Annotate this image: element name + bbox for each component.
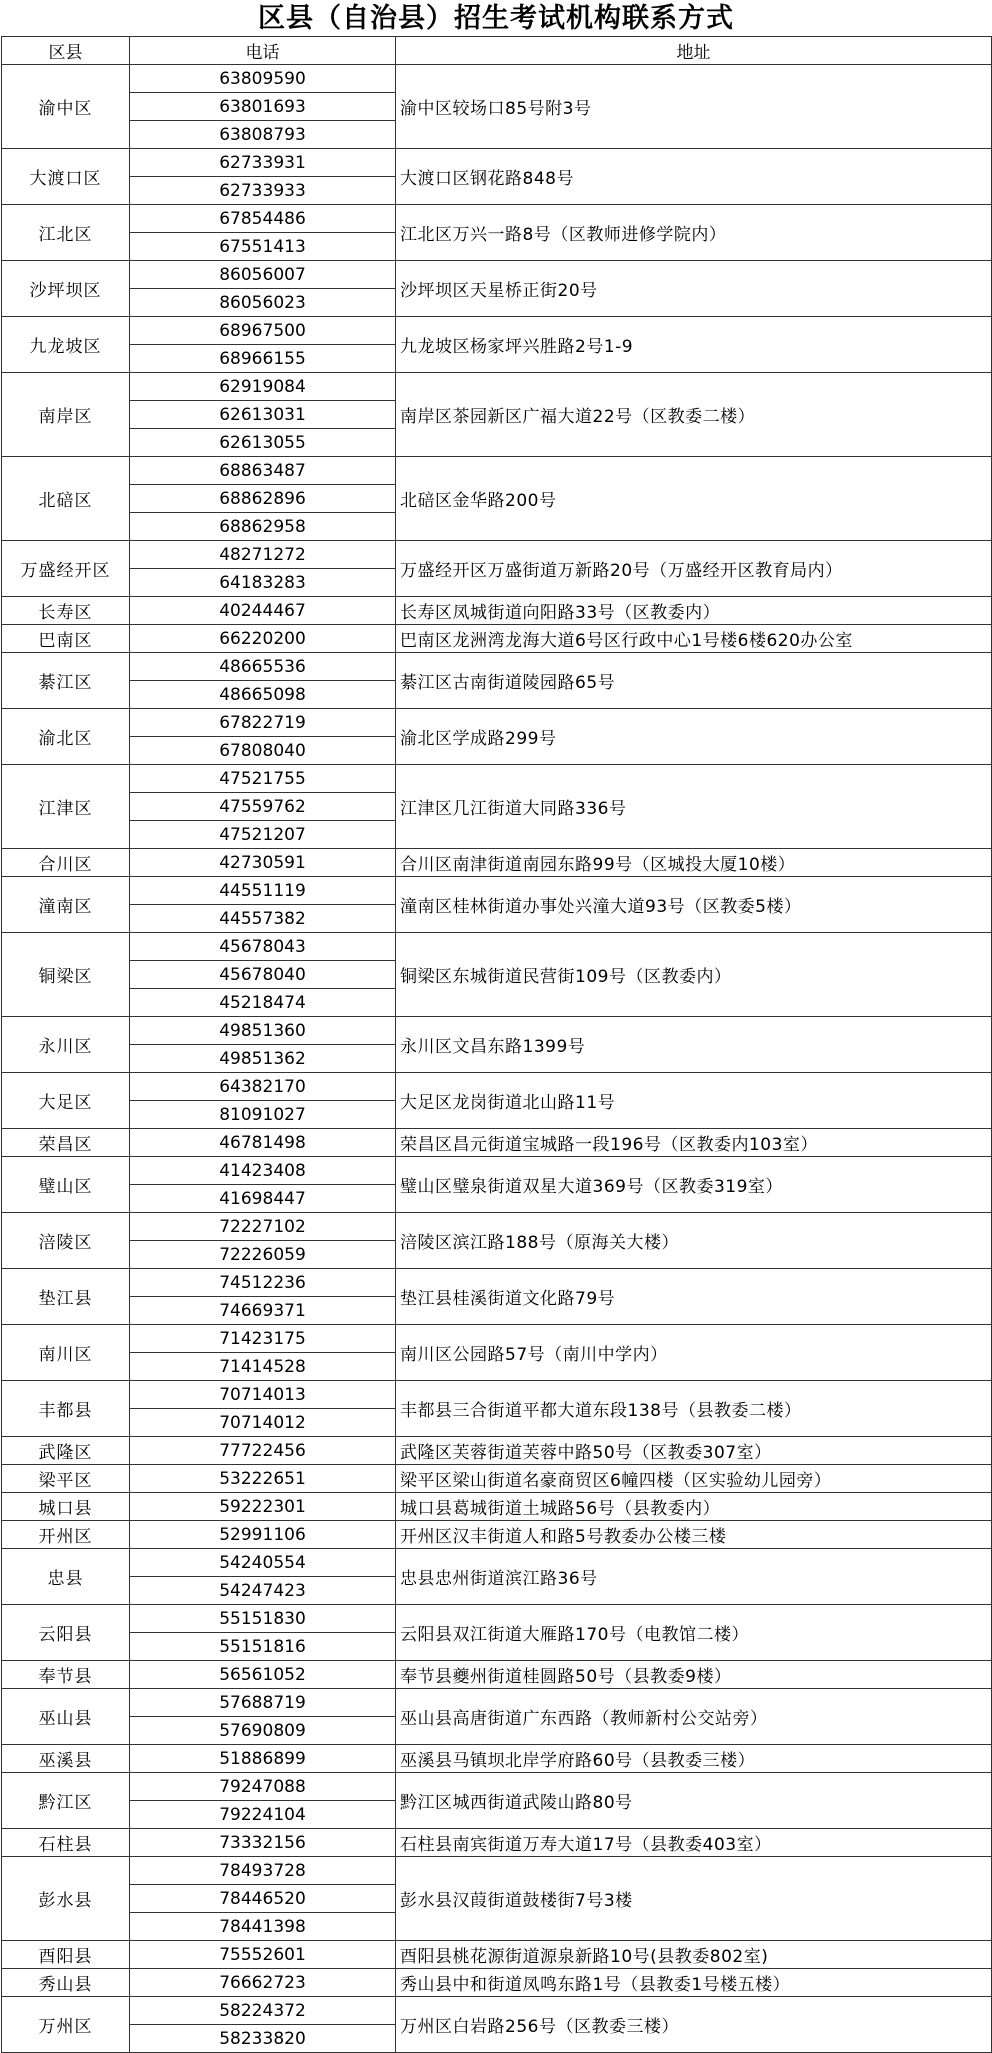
phone-cell: 76662723 — [130, 1969, 396, 1997]
phone-cell: 66220200 — [130, 625, 396, 653]
table-row — [2, 1605, 992, 1633]
phone-cell: 48271272 — [130, 541, 396, 569]
table-row — [2, 1269, 992, 1297]
phone-cell: 41698447 — [130, 1185, 396, 1213]
phone-cell: 63809590 — [130, 65, 396, 93]
phone-cell: 72226059 — [130, 1241, 396, 1269]
phone-cell: 78441398 — [130, 1913, 396, 1941]
district-cell: 南岸区 — [2, 373, 130, 457]
phone-cell: 42730591 — [130, 849, 396, 877]
table-row — [2, 1493, 992, 1521]
address-cell: 永川区文昌东路1399号 — [396, 1017, 992, 1073]
district-cell: 潼南区 — [2, 877, 130, 933]
district-cell: 璧山区 — [2, 1157, 130, 1213]
district-cell: 酉阳县 — [2, 1941, 130, 1969]
phone-cell: 78446520 — [130, 1885, 396, 1913]
table-row — [2, 149, 992, 177]
header-phone: 电话 — [130, 37, 396, 65]
phone-cell: 68863487 — [130, 457, 396, 485]
table-row — [2, 1857, 992, 1885]
district-cell: 南川区 — [2, 1325, 130, 1381]
table-row — [2, 65, 992, 93]
phone-cell: 40244467 — [130, 597, 396, 625]
phone-cell: 64382170 — [130, 1073, 396, 1101]
table-row — [2, 849, 992, 877]
address-cell: 江津区几江街道大同路336号 — [396, 765, 992, 849]
table-row — [2, 205, 992, 233]
phone-cell: 54247423 — [130, 1577, 396, 1605]
table-row — [2, 625, 992, 653]
district-cell: 渝中区 — [2, 65, 130, 149]
district-cell: 垫江县 — [2, 1269, 130, 1325]
address-cell: 涪陵区滨江路188号（原海关大楼） — [396, 1213, 992, 1269]
table-row — [2, 317, 992, 345]
header-address: 地址 — [396, 37, 992, 65]
address-cell: 石柱县南宾街道万寿大道17号（县教委403室） — [396, 1829, 992, 1857]
table-row — [2, 1465, 992, 1493]
address-cell: 垫江县桂溪街道文化路79号 — [396, 1269, 992, 1325]
district-cell: 合川区 — [2, 849, 130, 877]
table-row — [2, 597, 992, 625]
phone-cell: 47559762 — [130, 793, 396, 821]
address-cell: 万州区白岩路256号（区教委三楼） — [396, 1997, 992, 2053]
address-cell: 巫溪县马镇坝北岸学府路60号（县教委三楼） — [396, 1745, 992, 1773]
address-cell: 武隆区芙蓉街道芙蓉中路50号（区教委307室） — [396, 1437, 992, 1465]
district-cell: 城口县 — [2, 1493, 130, 1521]
district-cell: 万州区 — [2, 1997, 130, 2053]
phone-cell: 55151830 — [130, 1605, 396, 1633]
table-row — [2, 1661, 992, 1689]
table-row — [2, 1941, 992, 1969]
address-cell: 黔江区城西街道武陵山路80号 — [396, 1773, 992, 1829]
header-row — [2, 37, 992, 65]
table-row — [2, 1325, 992, 1353]
address-cell: 南岸区茶园新区广福大道22号（区教委二楼） — [396, 373, 992, 457]
address-cell: 万盛经开区万盛街道万新路20号（万盛经开区教育局内） — [396, 541, 992, 597]
address-cell: 奉节县夔州街道桂圆路50号（县教委9楼） — [396, 1661, 992, 1689]
address-cell: 巴南区龙洲湾龙海大道6号区行政中心1号楼6楼620办公室 — [396, 625, 992, 653]
phone-cell: 70714012 — [130, 1409, 396, 1437]
address-cell: 长寿区凤城街道向阳路33号（区教委内） — [396, 597, 992, 625]
phone-cell: 57688719 — [130, 1689, 396, 1717]
phone-cell: 64183283 — [130, 569, 396, 597]
phone-cell: 51886899 — [130, 1745, 396, 1773]
district-cell: 奉节县 — [2, 1661, 130, 1689]
address-cell: 开州区汉丰街道人和路5号教委办公楼三楼 — [396, 1521, 992, 1549]
table-row — [2, 1997, 992, 2025]
phone-cell: 79247088 — [130, 1773, 396, 1801]
table-row — [2, 1157, 992, 1185]
phone-cell: 86056007 — [130, 261, 396, 289]
address-cell: 荣昌区昌元街道宝城路一段196号（区教委内103室） — [396, 1129, 992, 1157]
phone-cell: 57690809 — [130, 1717, 396, 1745]
address-cell: 潼南区桂林街道办事处兴潼大道93号（区教委5楼） — [396, 877, 992, 933]
address-cell: 城口县葛城街道土城路56号（县教委内） — [396, 1493, 992, 1521]
district-cell: 彭水县 — [2, 1857, 130, 1941]
table-row — [2, 541, 992, 569]
district-cell: 秀山县 — [2, 1969, 130, 1997]
district-cell: 江津区 — [2, 765, 130, 849]
phone-cell: 75552601 — [130, 1941, 396, 1969]
header-district: 区县 — [2, 37, 130, 65]
phone-cell: 44557382 — [130, 905, 396, 933]
contact-table — [1, 36, 992, 2053]
phone-cell: 77722456 — [130, 1437, 396, 1465]
district-cell: 北碚区 — [2, 457, 130, 541]
address-cell: 九龙坡区杨家坪兴胜路2号1-9 — [396, 317, 992, 373]
phone-cell: 67551413 — [130, 233, 396, 261]
phone-cell: 68966155 — [130, 345, 396, 373]
phone-cell: 49851362 — [130, 1045, 396, 1073]
district-cell: 綦江区 — [2, 653, 130, 709]
address-cell: 铜梁区东城街道民营街109号（区教委内） — [396, 933, 992, 1017]
phone-cell: 45678043 — [130, 933, 396, 961]
phone-cell: 70714013 — [130, 1381, 396, 1409]
phone-cell: 63801693 — [130, 93, 396, 121]
address-cell: 璧山区璧泉街道双星大道369号（区教委319室） — [396, 1157, 992, 1213]
district-cell: 永川区 — [2, 1017, 130, 1073]
phone-cell: 63808793 — [130, 121, 396, 149]
phone-cell: 62613031 — [130, 401, 396, 429]
table-row — [2, 1745, 992, 1773]
phone-cell: 62733933 — [130, 177, 396, 205]
district-cell: 大渡口区 — [2, 149, 130, 205]
phone-cell: 68862958 — [130, 513, 396, 541]
phone-cell: 59222301 — [130, 1493, 396, 1521]
phone-cell: 68862896 — [130, 485, 396, 513]
address-cell: 忠县忠州街道滨江路36号 — [396, 1549, 992, 1605]
phone-cell: 73332156 — [130, 1829, 396, 1857]
phone-cell: 71423175 — [130, 1325, 396, 1353]
district-cell: 铜梁区 — [2, 933, 130, 1017]
address-cell: 北碚区金华路200号 — [396, 457, 992, 541]
table-row — [2, 457, 992, 485]
district-cell: 万盛经开区 — [2, 541, 130, 597]
table-row — [2, 1129, 992, 1157]
address-cell: 云阳县双江街道大雁路170号（电教馆二楼） — [396, 1605, 992, 1661]
table-row — [2, 1437, 992, 1465]
phone-cell: 62613055 — [130, 429, 396, 457]
phone-cell: 78493728 — [130, 1857, 396, 1885]
phone-cell: 62919084 — [130, 373, 396, 401]
table-row — [2, 1689, 992, 1717]
phone-cell: 56561052 — [130, 1661, 396, 1689]
district-cell: 沙坪坝区 — [2, 261, 130, 317]
table-row — [2, 1381, 992, 1409]
phone-cell: 55151816 — [130, 1633, 396, 1661]
table-row — [2, 1829, 992, 1857]
table-row — [2, 1073, 992, 1101]
table-row — [2, 1969, 992, 1997]
district-cell: 荣昌区 — [2, 1129, 130, 1157]
phone-cell: 67854486 — [130, 205, 396, 233]
phone-cell: 46781498 — [130, 1129, 396, 1157]
district-cell: 武隆区 — [2, 1437, 130, 1465]
district-cell: 梁平区 — [2, 1465, 130, 1493]
district-cell: 九龙坡区 — [2, 317, 130, 373]
address-cell: 沙坪坝区天星桥正街20号 — [396, 261, 992, 317]
phone-cell: 52991106 — [130, 1521, 396, 1549]
table-row — [2, 933, 992, 961]
district-cell: 巫山县 — [2, 1689, 130, 1745]
phone-cell: 48665098 — [130, 681, 396, 709]
address-cell: 彭水县汉葭街道鼓楼街7号3楼 — [396, 1857, 992, 1941]
phone-cell: 58233820 — [130, 2025, 396, 2053]
table-row — [2, 653, 992, 681]
phone-cell: 45218474 — [130, 989, 396, 1017]
phone-cell: 62733931 — [130, 149, 396, 177]
district-cell: 大足区 — [2, 1073, 130, 1129]
district-cell: 黔江区 — [2, 1773, 130, 1829]
phone-cell: 49851360 — [130, 1017, 396, 1045]
district-cell: 石柱县 — [2, 1829, 130, 1857]
address-cell: 綦江区古南街道陵园路65号 — [396, 653, 992, 709]
phone-cell: 45678040 — [130, 961, 396, 989]
address-cell: 大渡口区钢花路848号 — [396, 149, 992, 205]
phone-cell: 47521755 — [130, 765, 396, 793]
phone-cell: 74512236 — [130, 1269, 396, 1297]
district-cell: 云阳县 — [2, 1605, 130, 1661]
address-cell: 巫山县高唐街道广东西路（教师新村公交站旁） — [396, 1689, 992, 1745]
district-cell: 丰都县 — [2, 1381, 130, 1437]
table-row — [2, 1521, 992, 1549]
table-row — [2, 373, 992, 401]
phone-cell: 74669371 — [130, 1297, 396, 1325]
phone-cell: 47521207 — [130, 821, 396, 849]
phone-cell: 44551119 — [130, 877, 396, 905]
phone-cell: 81091027 — [130, 1101, 396, 1129]
address-cell: 江北区万兴一路8号（区教师进修学院内） — [396, 205, 992, 261]
phone-cell: 86056023 — [130, 289, 396, 317]
district-cell: 长寿区 — [2, 597, 130, 625]
address-cell: 渝北区学成路299号 — [396, 709, 992, 765]
district-cell: 巫溪县 — [2, 1745, 130, 1773]
phone-cell: 71414528 — [130, 1353, 396, 1381]
table-row — [2, 1549, 992, 1577]
table-row — [2, 1773, 992, 1801]
address-cell: 大足区龙岗街道北山路11号 — [396, 1073, 992, 1129]
table-row — [2, 765, 992, 793]
table-row — [2, 877, 992, 905]
phone-cell: 72227102 — [130, 1213, 396, 1241]
phone-cell: 68967500 — [130, 317, 396, 345]
phone-cell: 54240554 — [130, 1549, 396, 1577]
address-cell: 梁平区梁山街道名豪商贸区6幢四楼（区实验幼儿园旁） — [396, 1465, 992, 1493]
table-row — [2, 1017, 992, 1045]
address-cell: 秀山县中和街道凤鸣东路1号（县教委1号楼五楼） — [396, 1969, 992, 1997]
district-cell: 忠县 — [2, 1549, 130, 1605]
table-row — [2, 261, 992, 289]
address-cell: 南川区公园路57号（南川中学内） — [396, 1325, 992, 1381]
district-cell: 巴南区 — [2, 625, 130, 653]
phone-cell: 67822719 — [130, 709, 396, 737]
address-cell: 渝中区较场口85号附3号 — [396, 65, 992, 149]
table-row — [2, 709, 992, 737]
address-cell: 合川区南津街道南园东路99号（区城投大厦10楼） — [396, 849, 992, 877]
address-cell: 丰都县三合街道平都大道东段138号（县教委二楼） — [396, 1381, 992, 1437]
district-cell: 渝北区 — [2, 709, 130, 765]
page-title: 区县（自治县）招生考试机构联系方式 — [258, 3, 734, 34]
phone-cell: 41423408 — [130, 1157, 396, 1185]
phone-cell: 67808040 — [130, 737, 396, 765]
phone-cell: 48665536 — [130, 653, 396, 681]
table-row — [2, 1213, 992, 1241]
district-cell: 涪陵区 — [2, 1213, 130, 1269]
district-cell: 江北区 — [2, 205, 130, 261]
district-cell: 开州区 — [2, 1521, 130, 1549]
phone-cell: 58224372 — [130, 1997, 396, 2025]
phone-cell: 79224104 — [130, 1801, 396, 1829]
address-cell: 酉阳县桃花源街道源泉新路10号(县教委802室) — [396, 1941, 992, 1969]
phone-cell: 53222651 — [130, 1465, 396, 1493]
